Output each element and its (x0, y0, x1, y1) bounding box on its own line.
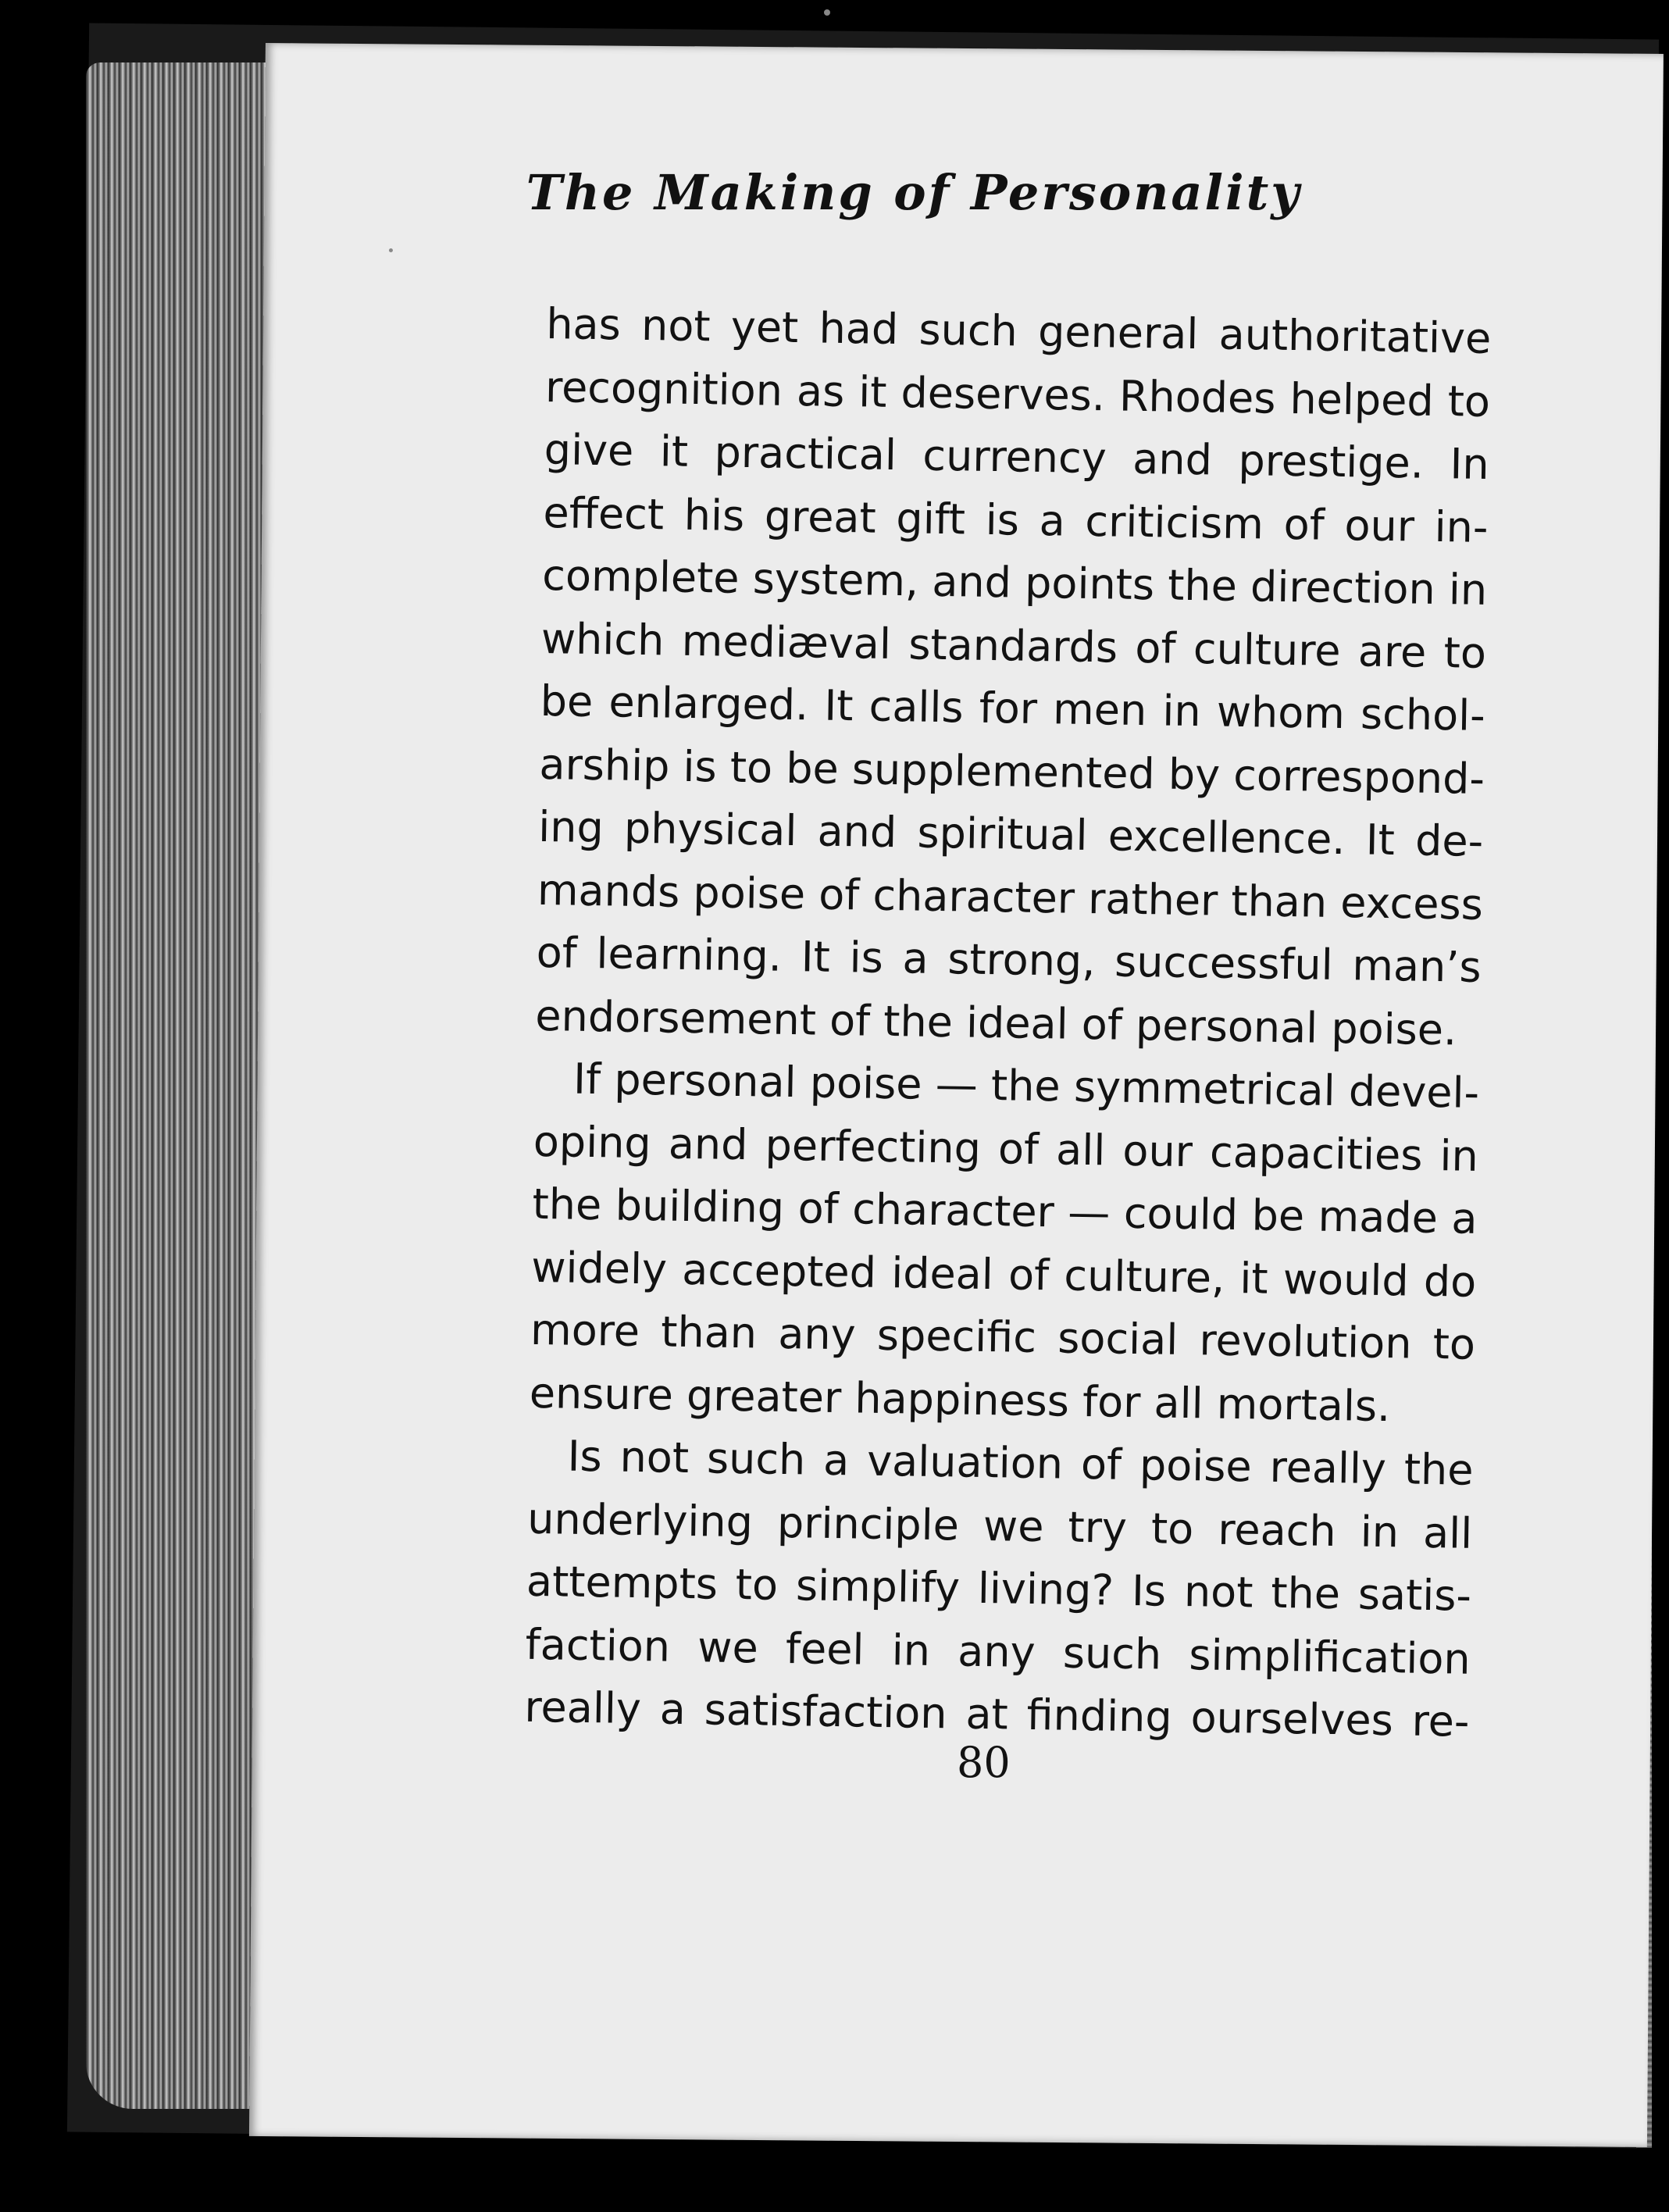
text-line: attempts to simplify living? Is not the satis- (526, 1556, 1472, 1621)
text-line: widely accepted ideal of culture, it would do (530, 1242, 1477, 1307)
body-text (524, 293, 1492, 1754)
text-line: oping and perfecting of all our capacities in (533, 1116, 1479, 1181)
page-number: 80 (957, 1738, 1011, 1787)
text-line: which mediæval standards of culture are to (540, 613, 1487, 678)
text-line: more than any specific social revolution to (530, 1304, 1476, 1369)
text-line: give it practical currency and prestige. In (544, 424, 1490, 489)
text-line: Is not such a valuation of poise really the (567, 1431, 1474, 1495)
text-line: the building of character — could be made a (532, 1179, 1478, 1243)
text-line: faction we feel in any such simplification (525, 1619, 1471, 1684)
dust-speck (389, 248, 393, 252)
text-line: has not yet had such general authoritative (545, 298, 1492, 363)
text-line: complete system, and points the direction in (541, 550, 1488, 615)
dust-speck (824, 9, 830, 16)
text-line: be enlarged. It calls for men in whom schol- (540, 676, 1486, 740)
text-line: mands poise of character rather than excess (537, 865, 1484, 929)
text-line: endorsement of the ideal of personal poise. (534, 990, 1457, 1054)
text-line: If personal poise — the symmetrical devel- (572, 1054, 1480, 1118)
text-line: really a satisfaction at finding ourselves re- (524, 1682, 1470, 1746)
text-line: effect his great gift is a criticism of our in- (543, 487, 1489, 552)
text-line: ensure greater happiness for all mortals. (529, 1368, 1391, 1431)
text-line: underlying principle we try to reach in all (526, 1493, 1473, 1558)
text-line: ing physical and spiritual excellence. It de- (537, 801, 1484, 866)
running-head: The Making of Personality (526, 164, 1302, 221)
text-line: recognition as it deserves. Rhodes helped to (544, 362, 1491, 426)
text-line: of learning. It is a strong, successful man’s (536, 927, 1482, 992)
text-line: arship is to be supplemented by correspond- (539, 739, 1485, 804)
